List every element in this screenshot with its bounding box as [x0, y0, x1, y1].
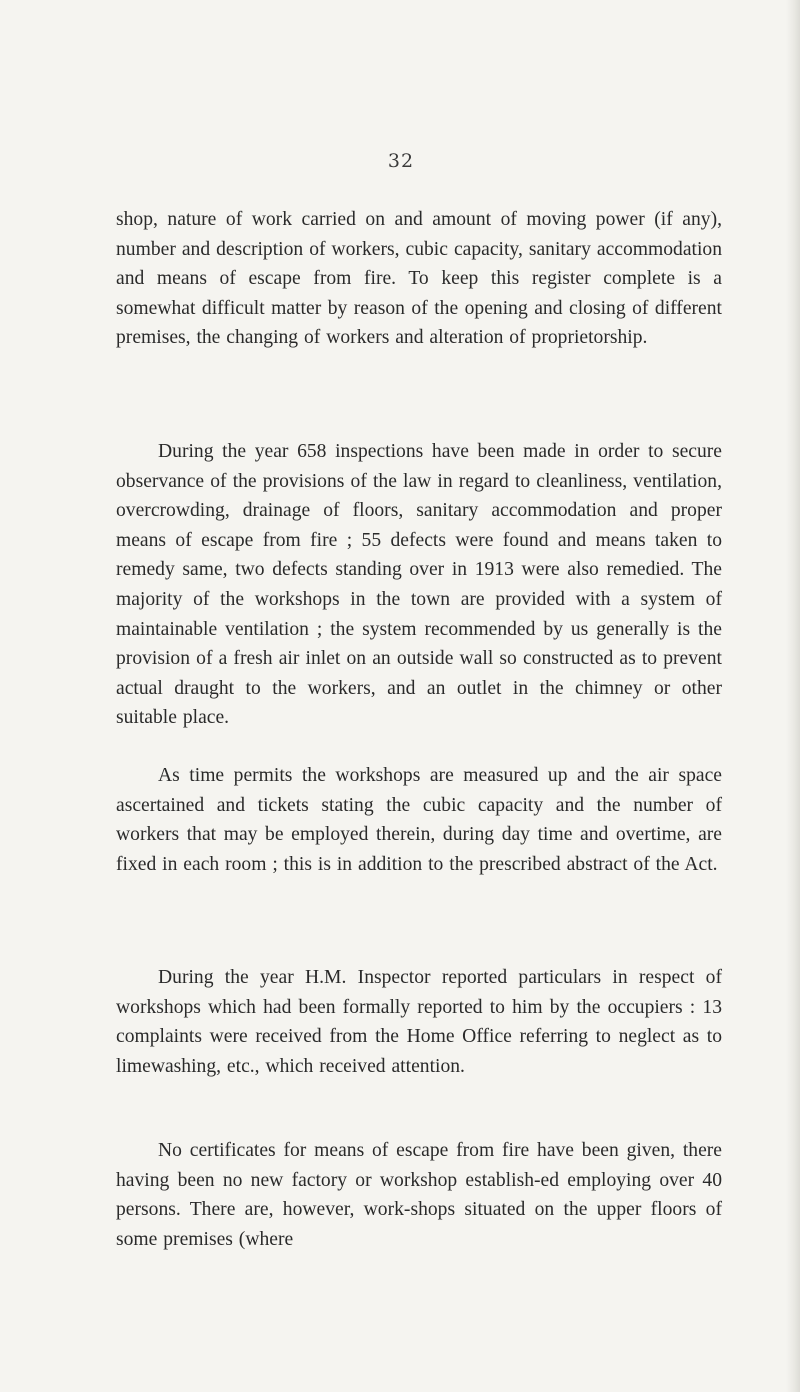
paragraph-text: During the year H.M. Inspector reported particulars in respect of workshops which had been formally reported to him by the occupiers : 13 complaints were received from the Home Office referring to neglect as to limewashing, etc., which received attention. — [116, 967, 722, 1077]
page-number: 32 — [387, 150, 415, 172]
paragraph-text: shop, nature of work carried on and amount of moving power (if any), number and description of workers, cubic capacity, sanitary accommodation and means of escape from fire. To keep this register complete is a somewhat difficult matter by reason of the opening and closing of different premises, the changing of workers and alteration of proprietorship. — [116, 209, 722, 349]
paragraph-text: During the year 658 inspections have been made in order to secure observance of the provisions of the law in regard to cleanliness, ventilation, overcrowding, drainage of floors, sanitary accommodation and proper means of escape from fire ; 55 defects were found and means taken to remedy same, two defects standing over in 1913 were also remedied. The majority of the workshops in the town are provided with a system of maintainable ventilation ; the system recommended by us generally is the provision of a fresh air inlet on an outside wall so constructed as to prevent actual draught to the workers, and an outlet in the chimney or other suitable place. — [116, 441, 722, 729]
paragraph-3 — [116, 761, 722, 879]
paragraph-1 — [116, 205, 722, 353]
paragraph-4 — [116, 963, 722, 1081]
paragraph-text: No certificates for means of escape from fire have been given, there having been no new factory or workshop establish-ed employing over 40 persons. There are, however, work-shops situated on the upper floors of some premises (where — [116, 1140, 722, 1250]
paragraph-2 — [116, 437, 722, 733]
paragraph-text: As time permits the workshops are measured up and the air space ascertained and tickets stating the cubic capacity and the number of workers that may be employed therein, during day time and overtime, are fixed in each room ; this is in addition to the prescribed abstract of the Act. — [116, 765, 722, 875]
page-edge-shadow — [786, 0, 800, 1392]
paragraph-5 — [116, 1136, 722, 1254]
